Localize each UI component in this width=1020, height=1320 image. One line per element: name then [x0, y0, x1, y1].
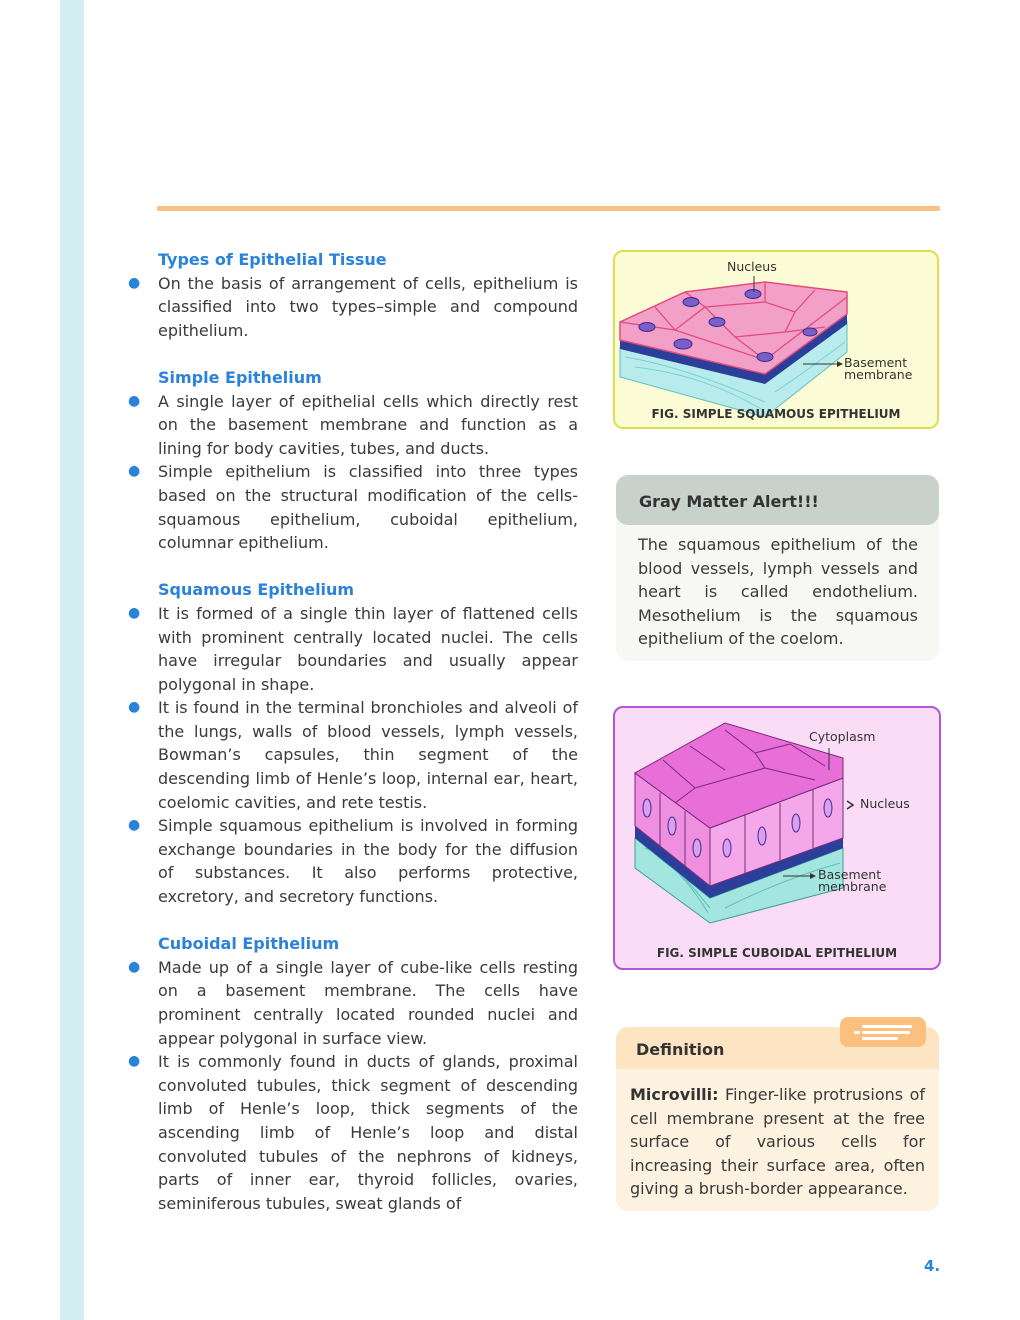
- bullet-text: Simple squamous epithelium is involved in forming exchange boundaries in the body for the diffusion of substances. It also performs protective, excretory, and secretory functions.: [158, 816, 578, 907]
- figure-simple-squamous: [613, 250, 939, 429]
- figure-caption: FIG. SIMPLE SQUAMOUS EPITHELIUM: [651, 407, 901, 421]
- main-text-column: [128, 248, 578, 1215]
- figure-caption: FIG. SIMPLE CUBOIDAL EPITHELIUM: [656, 946, 898, 960]
- definition-text: Finger-like protrusions of cell membrane present at the free surface of various cells for increasing their surface area, often giving a brush-border appearance.: [630, 1085, 925, 1199]
- squamous-illustration: [615, 252, 937, 427]
- definition-box: [616, 1027, 939, 1211]
- definition-body: [616, 1069, 939, 1201]
- side-strip: [60, 0, 84, 1320]
- squamous-label-basement-2: membrane: [844, 367, 913, 382]
- bullet-dot-icon: ●: [128, 699, 141, 716]
- page-number: 4.: [924, 1257, 941, 1275]
- bullet-item: [128, 814, 578, 908]
- bullet-text: It is formed of a single thin layer of flattened cells with prominent centrally located nuclei. The cells have irregular boundaries and usually appear polygonal in shape.: [158, 603, 578, 694]
- bullet-dot-icon: ●: [128, 463, 141, 480]
- section-heading: Simple Epithelium: [158, 367, 322, 387]
- definition-tag-icon: [840, 1017, 926, 1047]
- bullet-item: [128, 272, 578, 343]
- bullet-dot-icon: ●: [128, 274, 141, 291]
- bullet-dot-icon: ●: [128, 958, 141, 975]
- bullet-text: It is commonly found in ducts of glands, proximal convoluted tubules, thick segment of descending limb of Henle’s loop, thick segments of the ascending limb of Henle’s loop and distal convoluted tubules of the nephrons of kidneys, parts of inner ear, thyroid follicles, ovaries, seminiferous tubules, sweat glands of: [158, 1052, 578, 1213]
- bullet-dot-icon: ●: [128, 1053, 141, 1070]
- bullet-item: [128, 696, 578, 814]
- bullet-item: [128, 460, 578, 554]
- cuboidal-label-cytoplasm: Cytoplasm: [809, 729, 876, 744]
- gray-matter-body: The squamous epithelium of the blood vessels, lymph vessels and heart is called endothelium. Mesothelium is the squamous epithelium of the coelom.: [638, 535, 918, 649]
- gray-matter-alert: [616, 475, 939, 661]
- squamous-label-basement-1: Basement: [844, 355, 908, 370]
- section-heading: Types of Epithelial Tissue: [158, 250, 387, 269]
- bullet-text: Simple epithelium is classified into three types based on the structural modification of the cells-squamous epithelium, cuboidal epithelium, columnar epithelium.: [158, 462, 578, 553]
- gray-matter-title: Gray Matter Alert!!!: [616, 475, 939, 525]
- cuboidal-label-nucleus: Nucleus: [860, 796, 910, 811]
- bullet-item: [128, 956, 578, 1050]
- bullet-dot-icon: ●: [128, 392, 141, 409]
- squamous-label-nucleus: Nucleus: [727, 259, 777, 274]
- bullet-text: It is found in the terminal bronchioles and alveoli of the lungs, walls of blood vessels, lymph vessels, Bowman’s capsules, thin segment of the descending limb of Henle’s loop, internal ear, heart, coelomic cavities, and rete testis.: [158, 698, 578, 812]
- bullet-dot-icon: ●: [128, 604, 141, 621]
- bullet-text: On the basis of arrangement of cells, epithelium is classified into two types–simple and compound epithelium.: [158, 273, 578, 340]
- cuboidal-illustration: [615, 708, 939, 968]
- cuboidal-label-basement-2: membrane: [818, 879, 887, 894]
- bullet-text: Made up of a single layer of cube-like cells resting on a basement membrane. The cells have prominent centrally located rounded nuclei and appear polygonal in surface view.: [158, 957, 578, 1048]
- bullet-text: A single layer of epithelial cells which directly rest on the basement membrane and function as a lining for body cavities, tubes, and ducts.: [158, 391, 578, 458]
- figure-simple-cuboidal: [613, 706, 941, 970]
- top-rule: [157, 206, 940, 211]
- cuboidal-label-basement-1: Basement: [818, 867, 882, 882]
- bullet-dot-icon: ●: [128, 817, 141, 834]
- definition-term: Microvilli:: [630, 1085, 719, 1104]
- section-heading: Cuboidal Epithelium: [158, 934, 340, 954]
- bullet-item: [128, 1050, 578, 1215]
- bullet-item: [128, 390, 578, 461]
- section-heading: Squamous Epithelium: [158, 580, 355, 600]
- definition-title: Definition: [616, 1027, 939, 1069]
- bullet-item: [128, 602, 578, 696]
